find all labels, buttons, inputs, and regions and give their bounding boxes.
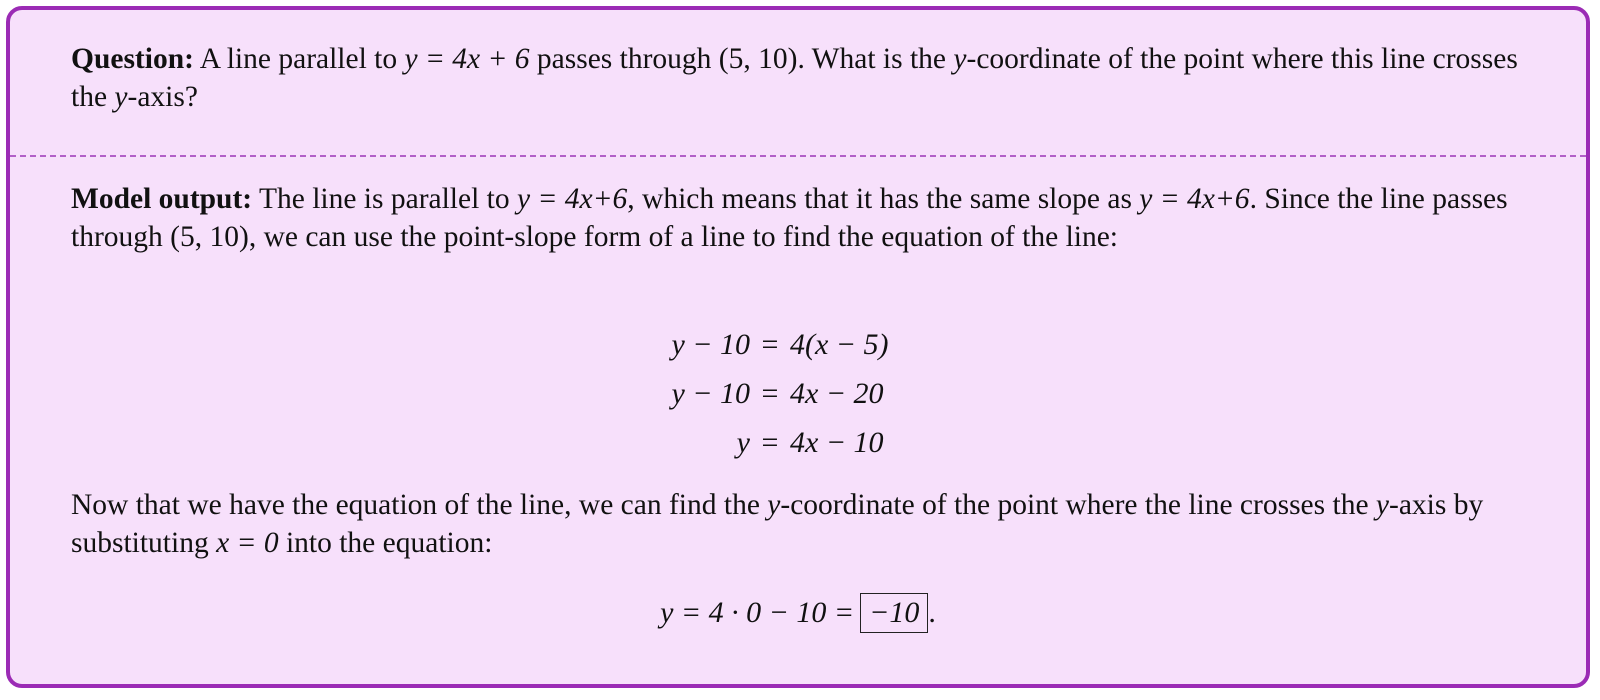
boxed-answer: −10 bbox=[860, 593, 928, 633]
model-math: y bbox=[1375, 489, 1390, 521]
model-math: x = 0 bbox=[216, 527, 279, 559]
question-section bbox=[71, 40, 1536, 116]
equation-rhs: 4x − 20 bbox=[790, 377, 884, 410]
equation-row bbox=[10, 377, 1586, 426]
model-paragraph-1 bbox=[71, 180, 1536, 256]
question-text-part: -coordinate of the point where this line crosses the bbox=[71, 43, 1518, 113]
equation-lhs: y bbox=[736, 426, 750, 459]
question-text-part: -axis? bbox=[127, 81, 198, 113]
equation-lhs: y − 10 bbox=[671, 377, 750, 410]
question-label: Question: bbox=[71, 43, 194, 75]
question-math: (5, 10) bbox=[718, 43, 798, 75]
equation-row bbox=[10, 426, 1586, 475]
model-math: y bbox=[767, 489, 781, 521]
final-expression: y = 4 · 0 − 10 = bbox=[660, 596, 855, 629]
final-period: . bbox=[928, 596, 936, 629]
output-card bbox=[6, 6, 1590, 688]
model-text-part: , we can use the point-slope form of a line to find the equation of the line: bbox=[248, 221, 1118, 253]
model-text-part: The line is parallel to bbox=[258, 183, 517, 215]
dashed-divider bbox=[10, 155, 1586, 157]
model-paragraph-2-wrap bbox=[71, 486, 1536, 562]
equation-equals: = bbox=[761, 426, 779, 459]
question-text-part: . What is the bbox=[797, 43, 954, 75]
equation-block bbox=[10, 328, 1586, 475]
question-math: y = 4x + 6 bbox=[404, 43, 530, 75]
question-text bbox=[71, 40, 1536, 116]
model-text-part: Now that we have the equation of the line, we can find the bbox=[71, 489, 768, 521]
model-text-part: , which means that it has the same slope as bbox=[627, 183, 1140, 215]
model-output-section bbox=[71, 180, 1536, 256]
equation-rhs: 4(x − 5) bbox=[790, 328, 889, 361]
equation-rhs: 4x − 10 bbox=[790, 426, 884, 459]
final-equation bbox=[10, 593, 1586, 633]
model-paragraph-2 bbox=[71, 486, 1536, 562]
question-math: y bbox=[114, 81, 128, 113]
equation-equals: = bbox=[761, 377, 779, 410]
model-text-part: -axis by substituting bbox=[71, 489, 1484, 559]
model-output-label: Model output: bbox=[71, 183, 253, 215]
model-math: y = 4x+6 bbox=[1139, 183, 1250, 215]
question-text-part: passes through bbox=[529, 43, 719, 75]
model-text-part: into the equation: bbox=[278, 527, 493, 559]
question-math: y bbox=[953, 43, 967, 75]
question-text-part: A line parallel to bbox=[199, 43, 405, 75]
equation-row bbox=[10, 328, 1586, 377]
equation-equals: = bbox=[761, 328, 779, 361]
model-text-part: -coordinate of the point where the line crosses the bbox=[780, 489, 1376, 521]
model-text-part: . Since the line passes through bbox=[71, 183, 1508, 253]
model-math: y = 4x+6 bbox=[517, 183, 628, 215]
equation-lhs: y − 10 bbox=[671, 328, 750, 361]
model-math: (5, 10) bbox=[170, 221, 249, 253]
